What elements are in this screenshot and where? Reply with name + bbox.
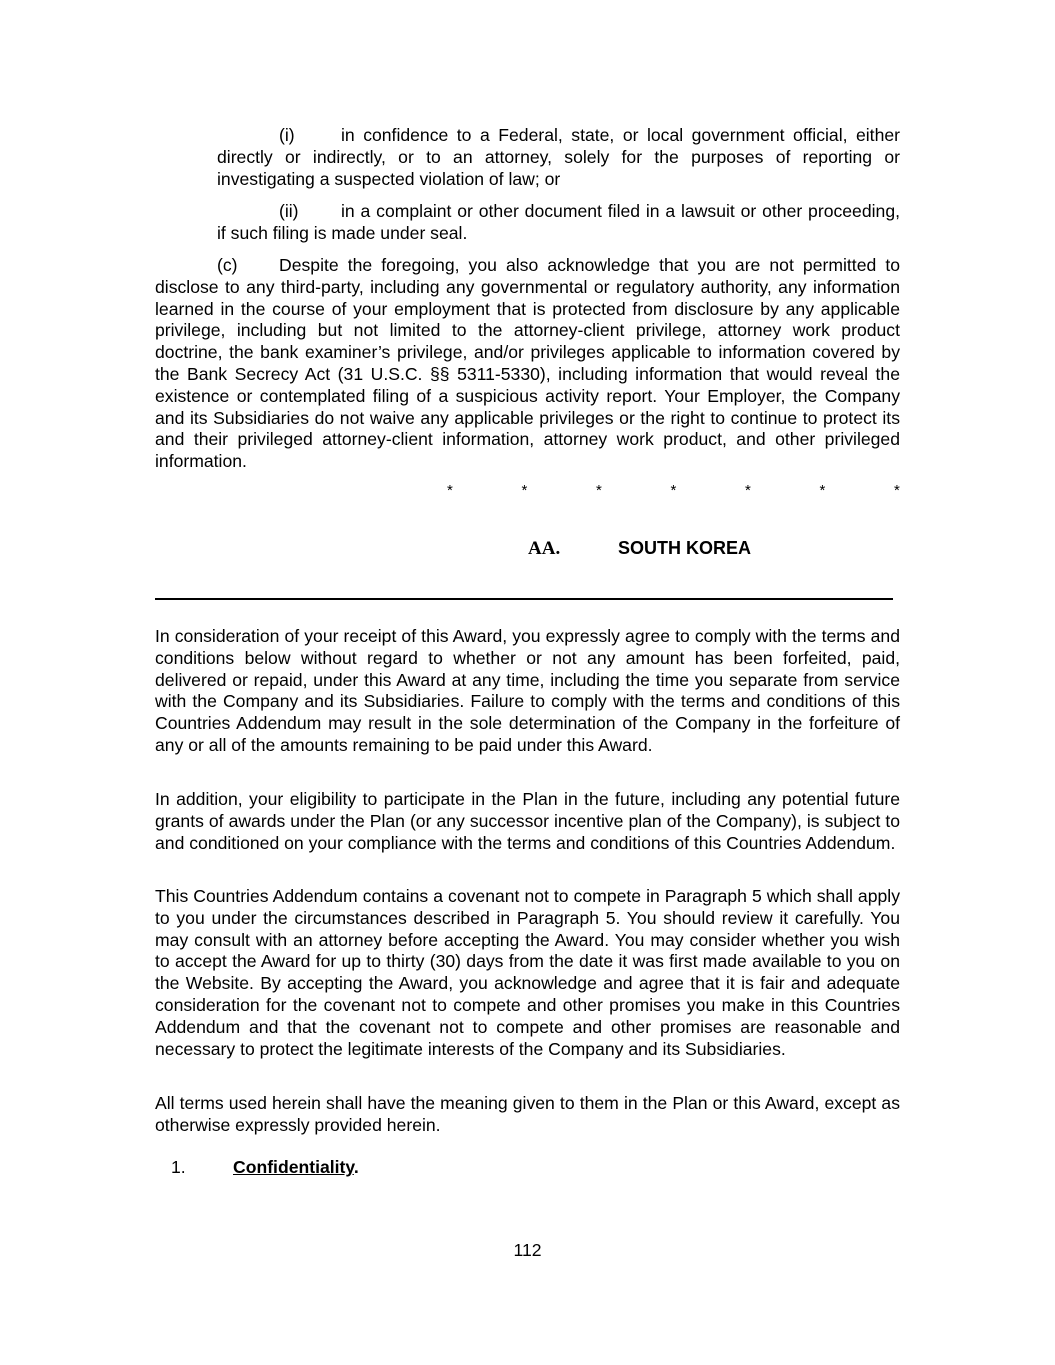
paragraph-i-label: (i) xyxy=(279,125,295,145)
section-heading xyxy=(528,538,751,560)
item-1-number: 1. xyxy=(171,1157,186,1177)
item-1-heading xyxy=(171,1157,359,1178)
paragraph-ii xyxy=(217,201,900,245)
paragraph-i xyxy=(217,125,900,190)
paragraph-i-text: in confidence to a Federal, state, or local government official, either directly or indirectly, or to an attorney, solely for the purposes of reporting or investigating a suspected violation of law; or xyxy=(217,125,900,189)
section-number: AA. xyxy=(528,538,561,559)
paragraph-c xyxy=(155,255,900,473)
paragraph-ii-label: (ii) xyxy=(279,201,299,221)
item-1-period: . xyxy=(353,1157,359,1177)
section-separator: * * * * * * * xyxy=(447,482,900,499)
paragraph-eligibility: In addition, your eligibility to participate in the Plan in the future, including any potential future grants of awards under the Plan (or any successor incentive plan of the Company), is subject to and conditioned on your compliance with the terms and conditions of this Countries Addendum. xyxy=(155,789,900,853)
horizontal-rule xyxy=(155,598,893,600)
paragraph-consideration: In consideration of your receipt of this Award, you expressly agree to comply with the terms and conditions below without regard to whether or not any amount has been forfeited, paid, delivered or repaid, under this Award at any time, including the time you separate from service with the Company and its Subsidiaries. Failure to comply with the terms and conditions of this Countries Addendum may result in the sole determination of the Company in the forfeiture of any or all of the amounts remaining to be paid under this Award. xyxy=(155,626,900,755)
item-1-title: Confidentiality xyxy=(233,1157,354,1177)
section-title: SOUTH KOREA xyxy=(618,538,752,558)
paragraph-covenant: This Countries Addendum contains a covenant not to compete in Paragraph 5 which shall apply to you under the circumstances described in Paragraph 5. You should review it carefully. You may consult with an attorney before accepting the Award. You may consider whether you wish to accept the Award for up to thirty (30) days from the date it was first made available to you on the Website. By accepting the Award, you acknowledge and agree that it is fair and adequate consideration for the covenant not to compete and other promises you make in this Countries Addendum and that the covenant not to compete and other promises are reasonable and necessary to protect the legitimate interests of the Company and its Subsidiaries. xyxy=(155,886,900,1059)
paragraph-c-label: (c) xyxy=(217,255,238,275)
page-number: 112 xyxy=(513,1240,542,1260)
paragraph-terms: All terms used herein shall have the meaning given to them in the Plan or this Award, except as otherwise expressly provided herein. xyxy=(155,1093,900,1135)
paragraph-c-text: Despite the foregoing, you also acknowledge that you are not permitted to disclose to any third-party, including any governmental or regulatory authority, any information learned in the course of your employment that is protected from disclosure by any applicable privilege, including but not limited to the attorney-client privilege, attorney work product doctrine, the bank examiner’s privilege, and/or privileges applicable to information covered by the Bank Secrecy Act (31 U.S.C. §§ 5311-5330), including information that would reveal the existence or contemplated filing of a suspicious activity report. Your Employer, the Company and its Subsidiaries do not waive any applicable privileges or the right to continue to protect its and their privileged attorney-client information, attorney work product, and other privileged information. xyxy=(155,255,900,472)
paragraph-ii-text: in a complaint or other document filed in a lawsuit or other proceeding, if such filing is made under seal. xyxy=(217,201,900,243)
